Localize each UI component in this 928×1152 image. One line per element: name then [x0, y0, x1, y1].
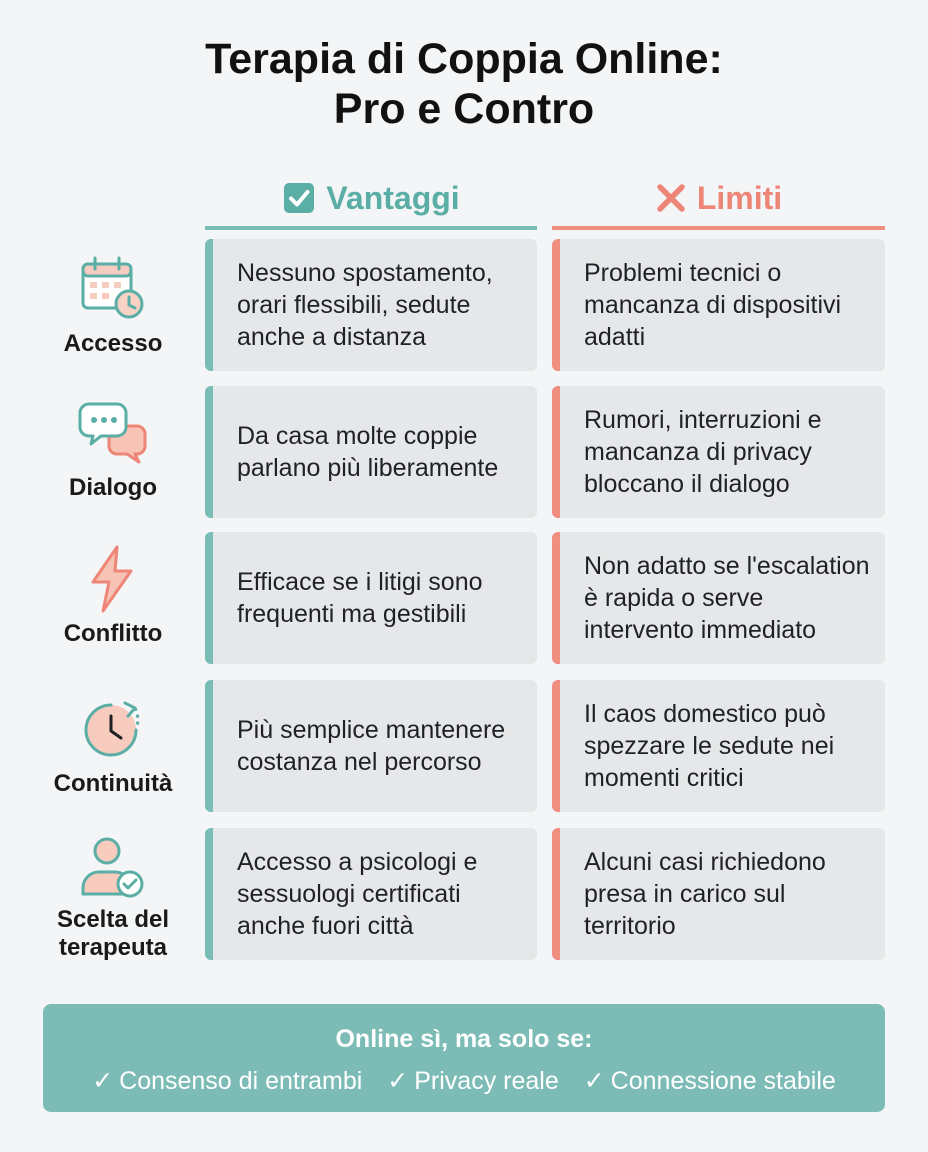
cell-text: Rumori, interruzioni e mancanza di privacy bloccano il dialogo [584, 406, 822, 498]
row-label-text: Accesso [63, 330, 163, 357]
chat-bubbles-icon [77, 400, 149, 468]
banner-item [584, 1066, 836, 1096]
column-header-pro-label: Vantaggi [326, 179, 460, 216]
title-line-2: Pro e Contro [333, 85, 595, 133]
banner-item [92, 1066, 362, 1096]
banner-title: Online sì, ma solo se: [335, 1025, 593, 1053]
cell-text: Da casa molte coppie parlano più liberamente [237, 422, 499, 482]
cell-text: Non adatto se l'escalation è rapida o serve intervento immediato [584, 552, 870, 644]
column-header-pro [205, 170, 537, 230]
row-label-text: Scelta del terapeuta [56, 906, 170, 961]
summary-banner [43, 1004, 885, 1112]
page-title [0, 34, 928, 134]
title-line-1: Terapia di Coppia Online: [205, 35, 723, 83]
check-icon: ✓ [583, 1067, 605, 1095]
row-label-text: Continuità [53, 770, 173, 797]
cell-con-accesso [552, 239, 885, 371]
user-check-icon [77, 834, 149, 900]
row-label-conflitto [30, 544, 196, 648]
cell-text: Accesso a psicologi e sessuologi certificati anche fuori città [237, 848, 478, 940]
cell-text: Più semplice mantenere costanza nel percorso [237, 716, 506, 776]
cell-pro-scelta-terapeuta [205, 828, 537, 960]
banner-items [43, 1066, 885, 1096]
column-header-con-label: Limiti [696, 179, 783, 216]
lightning-icon [85, 544, 141, 614]
cell-pro-dialogo [205, 386, 537, 518]
check-icon: ✓ [92, 1067, 114, 1095]
cell-text: Alcuni casi richiedono presa in carico sul territorio [584, 848, 826, 940]
cell-con-scelta-terapeuta [552, 828, 885, 960]
cell-pro-conflitto [205, 532, 537, 664]
cell-text: Problemi tecnici o mancanza di dispositivi adatti [584, 259, 842, 351]
row-label-dialogo [30, 400, 196, 502]
check-icon: ✓ [387, 1067, 409, 1095]
clock-refresh-icon [77, 694, 149, 764]
cell-con-conflitto [552, 532, 885, 664]
cell-text: Efficace se i litigi sono frequenti ma gestibili [237, 568, 483, 628]
row-label-continuita [30, 694, 196, 798]
row-label-accesso [30, 252, 196, 358]
banner-item-text: Connessione stabile [610, 1067, 836, 1095]
banner-item-text: Consenso di entrambi [119, 1067, 363, 1095]
cell-pro-accesso [205, 239, 537, 371]
row-label-text: Dialogo [69, 474, 157, 501]
calendar-clock-icon [77, 252, 149, 324]
column-header-con [552, 170, 885, 230]
cell-con-continuita [552, 680, 885, 812]
banner-item [387, 1066, 558, 1096]
row-label-text: Conflitto [63, 620, 163, 647]
cell-con-dialogo [552, 386, 885, 518]
cell-text: Nessuno spostamento, orari flessibili, sedute anche a distanza [237, 259, 493, 351]
check-box-icon [282, 181, 316, 215]
cross-icon [655, 182, 687, 214]
row-label-scelta-terapeuta [30, 834, 196, 962]
cell-pro-continuita [205, 680, 537, 812]
cell-text: Il caos domestico può spezzare le sedute nei momenti critici [584, 700, 835, 792]
banner-item-text: Privacy reale [414, 1067, 559, 1095]
